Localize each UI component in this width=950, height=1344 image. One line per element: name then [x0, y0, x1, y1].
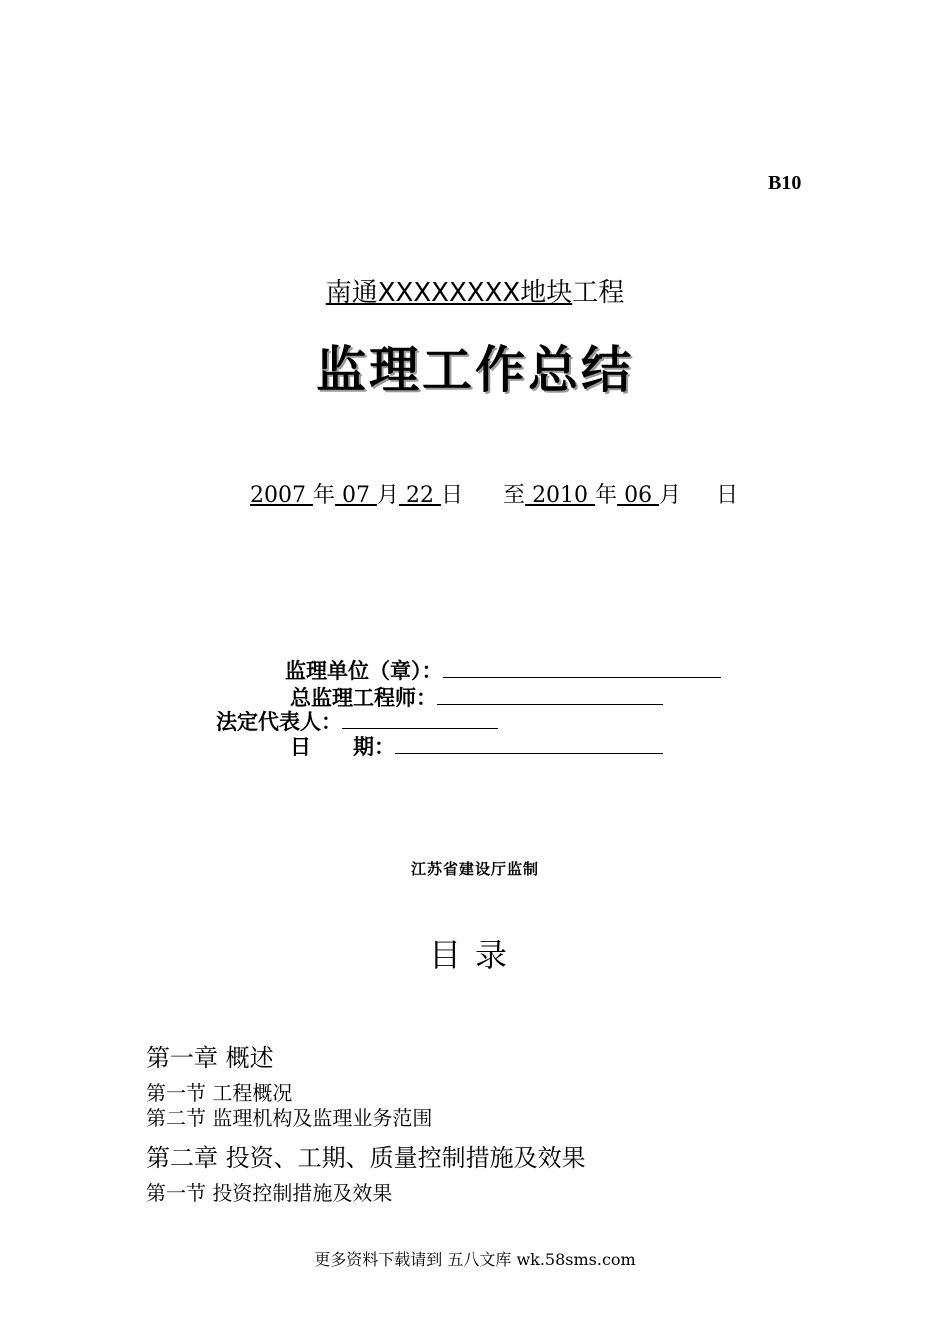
- month-char: 月: [377, 483, 400, 508]
- year-char: 年: [313, 483, 336, 508]
- signature-chief-label: 总监理工程师：: [290, 686, 437, 710]
- signature-date-label: 日 期：: [290, 735, 395, 759]
- document-title: 监理工作总结: [316, 341, 634, 399]
- to-char: 至: [503, 483, 526, 508]
- signature-legal-blank[interactable]: [342, 708, 498, 729]
- signature-legal-label: 法定代表人：: [216, 710, 342, 734]
- signature-date-row: [290, 731, 663, 761]
- project-name-suffix: 工程: [572, 278, 625, 308]
- toc-chapter[interactable]: 第二章 投资、工期、质量控制措施及效果: [146, 1144, 586, 1172]
- toc-section[interactable]: 第二节 监理机构及监理业务范围: [146, 1106, 433, 1130]
- toc-title: 目录: [428, 936, 521, 974]
- project-name-underlined: 南通XXXXXXXX地块: [325, 278, 573, 308]
- end-month: 06: [624, 483, 653, 508]
- toc-section[interactable]: 第一节 投资控制措施及效果: [146, 1181, 393, 1205]
- signature-unit-label: 监理单位（章）：: [285, 659, 443, 683]
- toc-section[interactable]: 第一节 工程概况: [146, 1081, 293, 1105]
- month-char-2: 月: [659, 483, 682, 508]
- project-name: [0, 272, 950, 309]
- toc-chapter[interactable]: 第一章 概述: [146, 1044, 274, 1072]
- start-year: 2007: [250, 483, 306, 508]
- day-char-2: 日: [716, 483, 739, 508]
- signature-date-blank[interactable]: [395, 733, 663, 754]
- start-month: 07: [342, 483, 371, 508]
- end-year: 2010: [532, 483, 589, 508]
- form-code: B10: [768, 172, 802, 194]
- signature-chief-blank[interactable]: [437, 684, 663, 705]
- start-day: 22: [406, 483, 435, 508]
- issuer-line: 江苏省建设厅监制: [410, 860, 539, 878]
- period-line: [250, 478, 738, 509]
- year-char-2: 年: [595, 483, 618, 508]
- signature-unit-row: [285, 655, 721, 685]
- signature-unit-blank[interactable]: [443, 657, 721, 678]
- day-char: 日: [441, 483, 464, 508]
- footer-note: 更多资料下载请到 五八文库 wk.58sms.com: [314, 1250, 636, 1269]
